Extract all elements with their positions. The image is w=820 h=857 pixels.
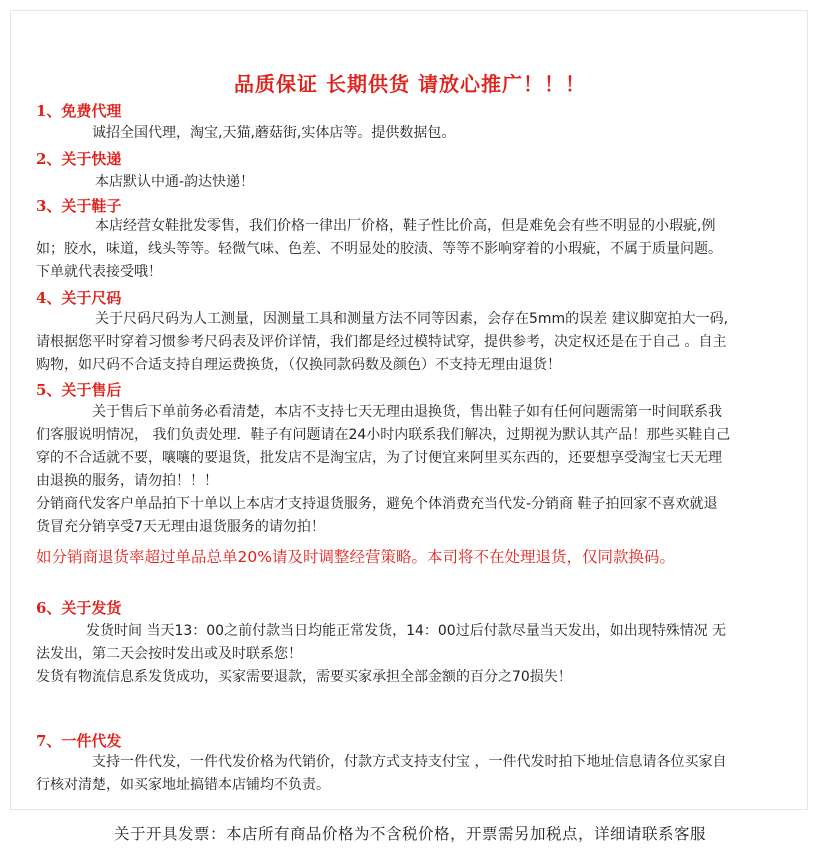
invoice-note: 关于开具发票：本店所有商品价格为不含税价格，开票需另加税点，详细请联系客服 — [113, 825, 706, 843]
section-text: 购物，如尺码不合适支持自理运费换货，（仅换同款码数及颜色）不支持无理由退货！ — [36, 357, 561, 373]
section-text: 行核对清楚，如买家地址搞错本店铺均不负责。 — [36, 777, 330, 793]
section-text: 关于售后下单前务必看清楚，本店不支持七天无理由退换货，售出鞋子如有任何问题需第一时间联系我 — [92, 404, 722, 420]
section-text: 由退换的服务，请勿拍！！！ — [36, 473, 218, 489]
page-title: 品质保证 长期供货 请放心推广！！！ — [234, 72, 586, 96]
section-text: 货冒充分销享受7天无理由退货服务的请勿拍！ — [36, 519, 325, 535]
section-text: 关于尺码尺码为人工测量，因测量工具和测量方法不同等因素，会存在5mm的误差 建议脚宽拍大一码, — [95, 311, 729, 327]
section-text: 分销商代发客户单品拍下十单以上本店才支持退货服务，避免个体消费充当代发-分销商 鞋子拍回家不喜欢就退 — [36, 496, 718, 512]
section-text: 穿的不合适就不要，嚷嚷的要退货，批发店不是淘宝店，为了讨便宜来阿里买东西的，还要想享受淘宝七天无理 — [36, 450, 722, 466]
section-text: 下单就代表接受哦！ — [36, 264, 162, 280]
section-text: 本店经营女鞋批发零售，我们价格一律出厂价格，鞋子性比价高，但是难免会有些不明显的小瑕疵,例 — [95, 218, 716, 234]
distributor-notice: 如分销商退货率超过单品总单20%请及时调整经营策略。本司将不在处理退货，仅同款换码。 — [36, 548, 675, 566]
section-text: 发货时间 当天13：00之前付款当日均能正常发货，14：00过后付款尽量当天发出，如出现特殊情况 无 — [86, 623, 727, 639]
section-heading-dropshipping: 7、一件代发 — [36, 732, 122, 750]
section-text: 本店默认中通-韵达快递！ — [95, 174, 255, 190]
section-text: 法发出，第二天会按时发出或及时联系您！ — [36, 646, 302, 662]
section-text: 支持一件代发，一件代发价格为代销价，付款方式支持支付宝 ，一件代发时拍下地址信息请各位买家自 — [92, 754, 727, 770]
section-text: 诚招全国代理，淘宝,天猫,蘑菇街,实体店等。提供数据包。 — [92, 125, 456, 141]
section-heading-sizes: 4、关于尺码 — [36, 289, 122, 307]
section-heading-shoes: 3、关于鞋子 — [36, 197, 122, 215]
section-text: 们客服说明情况， 我们负责处理．鞋子有问题请在24小时内联系我们解决，过期视为默认其产品！那些买鞋自己 — [36, 427, 731, 443]
section-heading-dispatch: 6、关于发货 — [36, 599, 122, 617]
section-text: 请根据您平时穿着习惯参考尺码表及评价详情，我们都是经过模特试穿，提供参考，决定权还是在于自己 。自主 — [36, 334, 727, 350]
section-heading-after-sales: 5、关于售后 — [36, 381, 122, 399]
section-heading-shipping-courier: 2、关于快递 — [36, 150, 122, 168]
section-heading-agency: 1、免费代理 — [36, 102, 122, 120]
section-text: 发货有物流信息系发货成功，买家需要退款，需要买家承担全部金额的百分之70损失！ — [36, 669, 572, 685]
section-text: 如；胶水，味道，线头等等。轻微气味、色差、不明显处的胶渍、等等不影响穿着的小瑕疵，不属于质量问题。 — [36, 241, 722, 257]
